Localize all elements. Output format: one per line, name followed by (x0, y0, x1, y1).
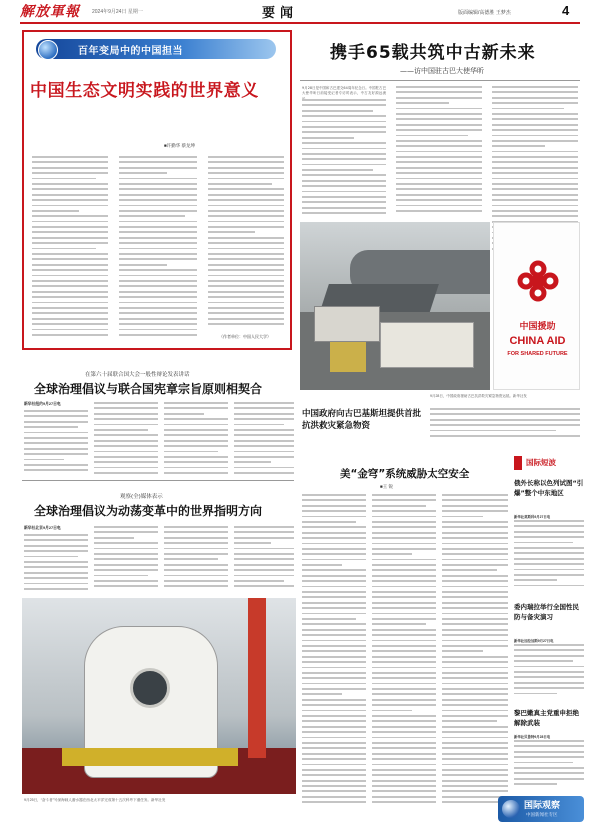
un-story-column-3 (164, 402, 228, 474)
lead-story-column-2 (396, 86, 482, 217)
brief-3-dateline: 新华社贝鲁特9月28日电 (514, 735, 551, 739)
feature-author: （作者单位：中国人民大学） (219, 334, 271, 339)
gov-story-column-1 (24, 534, 88, 594)
gov-story-column-2 (94, 526, 158, 594)
feature-box (22, 30, 292, 350)
lead-story-divider (300, 80, 580, 81)
masthead-date: 2024年9月24日 星期一 (92, 9, 143, 15)
china-aid-en: CHINA AID (509, 335, 566, 347)
gov-story-kicker: 观察(全)媒体表示 (120, 494, 163, 500)
aid-story-body (430, 408, 580, 442)
china-aid-cn: 中国援助 (519, 322, 556, 332)
brief-header (514, 456, 584, 470)
feature-column-2 (119, 156, 197, 338)
feature-banner-text: 百年变局中的中国担当 (78, 46, 183, 57)
brief-1-title: 俄外长称以色列试图“引爆”整个中东地区 (514, 479, 584, 497)
aid-photo (300, 222, 490, 390)
brief-header-text: 国际短波 (526, 458, 556, 467)
space-story-title: 美“金穹”系统威胁太空安全 (340, 468, 470, 480)
submersible-frame (62, 748, 238, 766)
un-story-dateline: 新华社纽约9月27日电 (24, 402, 61, 406)
un-story-column-4 (234, 402, 294, 474)
submersible-window (130, 668, 170, 708)
brief-column (514, 452, 584, 792)
space-story-column-1 (302, 494, 366, 816)
aid-photo-caption: 9月28日，中国政府援助古巴抗洪救灾紧急物资运抵。新华社发 (430, 394, 527, 398)
feature-column-1 (32, 156, 108, 338)
brief-header-bar (514, 456, 522, 470)
gov-story-dateline: 新华社北京9月27日电 (24, 526, 61, 530)
space-story-column-3 (442, 494, 508, 816)
brief-2-dateline: 新华社加拉加斯9月27日电 (514, 639, 554, 643)
masthead-section: 要闻 (262, 6, 299, 21)
page-number: 4 (562, 3, 570, 18)
brief-1-body (514, 520, 584, 588)
masthead-logo: 解放軍報 (20, 4, 80, 20)
un-story-column-1 (24, 410, 88, 474)
intl-badge (498, 796, 584, 822)
china-aid-knot-icon (516, 259, 560, 303)
china-aid-logo (493, 222, 580, 390)
aid-story-title: 中国政府向古巴基斯坦提供首批抗洪救灾紧急物资 (302, 409, 422, 431)
masthead (0, 0, 600, 26)
truck (380, 322, 474, 368)
brief-2-title: 委内瑞拉举行全国性民防与备灾演习 (514, 603, 579, 621)
lead-story-subtitle: ——访中国驻古巴大使华昕 (400, 67, 484, 75)
brief-1-dateline: 新华社莫斯科9月27日电 (514, 515, 551, 519)
un-story-kicker: 在第六十届联合国大会一般性辩论发表讲话 (85, 372, 190, 378)
feature-byline: ■许勤华 蔡龙坤 (164, 143, 195, 148)
gov-story-column-4 (234, 526, 294, 594)
feature-title: 中国生态文明实践的世界意义 (30, 81, 259, 101)
intl-badge-title: 国际观察 (524, 801, 561, 811)
brief-3-title: 黎巴嫩真主党重申拒绝解除武装 (514, 709, 579, 727)
lead-story-column-1 (302, 99, 386, 217)
cargo-pallet (314, 306, 380, 342)
gov-story-title: 全球治理倡议为动荡变革中的世界指明方向 (34, 504, 263, 518)
brief-2-body (514, 644, 584, 698)
un-story-title: 全球治理倡议与联合国宪章宗旨原则相契合 (34, 382, 263, 396)
gov-story-column-3 (164, 526, 228, 594)
globe-icon (38, 40, 58, 60)
intl-badge-subtitle: 中国新闻社专区 (526, 812, 558, 817)
masthead-editors: 版面编辑/高德胜 王梦杰 (458, 10, 511, 16)
feature-column-3 (208, 156, 284, 330)
masthead-rule (20, 22, 580, 24)
lead-story-lede: 9月28日是中国和古巴建交64周年纪念日。中国驻古巴大使华昕日前接受记者专访时表示，中古友好源远流 (302, 86, 386, 96)
space-story-byline: ■王 锐 (380, 484, 393, 489)
globe-badge-icon (502, 800, 520, 818)
un-story-column-2 (94, 402, 158, 474)
section-divider-1 (22, 480, 294, 481)
submersible-caption: 9月25日，“奋斗者”号深海载人潜水器在西北太平洋完成第十五次科考下潜任务。新华社发 (24, 798, 166, 802)
lead-story-title: 携手65载共筑中古新未来 (330, 43, 536, 63)
crane-arm (248, 598, 266, 758)
forklift (330, 342, 366, 372)
space-story-column-2 (372, 494, 436, 816)
brief-3-body (514, 740, 584, 790)
china-aid-slogan: FOR SHARED FUTURE (507, 351, 568, 357)
submersible-photo (22, 598, 296, 794)
feature-banner (36, 39, 276, 59)
